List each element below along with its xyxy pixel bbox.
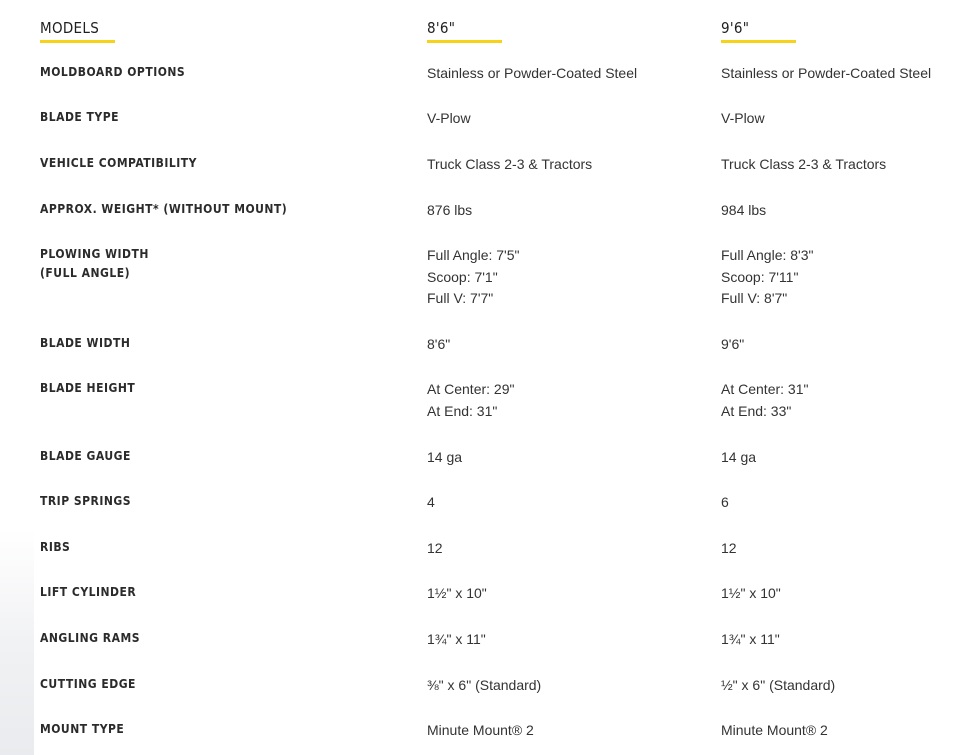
- model-header-1-underline: [427, 40, 502, 43]
- model-2-value-line: Stainless or Powder-Coated Steel: [721, 65, 932, 81]
- row-label: [40, 629, 140, 648]
- model-2-value-line: Truck Class 2-3 & Tractors: [721, 156, 887, 172]
- model-2-value: [721, 154, 886, 176]
- model-2-value: [721, 492, 729, 514]
- model-2-value-line: 1½" x 10": [721, 585, 781, 601]
- model-header-2: [721, 18, 796, 43]
- model-1-value: [427, 583, 487, 605]
- row-label-line: LIFT CYLINDER: [40, 585, 137, 599]
- row-label-line: PLOWING WIDTH: [40, 247, 149, 261]
- row-label-line: BLADE TYPE: [40, 110, 120, 124]
- row-label: [40, 334, 130, 353]
- row-label: [40, 720, 124, 739]
- models-header: [40, 18, 115, 43]
- model-1-value: [427, 108, 471, 130]
- model-2-value: [721, 583, 781, 605]
- model-2-value: [721, 334, 744, 356]
- row-label: [40, 447, 131, 466]
- model-2-value-line: 6: [721, 494, 729, 510]
- model-header-1: [427, 18, 502, 43]
- model-2-value-line: 984 lbs: [721, 202, 767, 218]
- model-header-2-label: 9'6": [721, 19, 750, 37]
- model-1-value-line: Scoop: 7'1": [427, 268, 498, 285]
- model-2-value: [721, 379, 808, 422]
- model-2-value-line: V-Plow: [721, 110, 765, 126]
- model-2-value-line: ½" x 6" (Standard): [721, 677, 836, 693]
- row-label-line: APPROX. WEIGHT* (WITHOUT MOUNT): [40, 202, 288, 216]
- model-2-value: [721, 675, 835, 697]
- model-1-value: [427, 63, 637, 85]
- models-header-label: MODELS: [40, 19, 100, 37]
- model-header-1-label: 8'6": [427, 19, 456, 37]
- model-1-value-line: 12: [427, 540, 443, 556]
- model-1-value-line: 8'6": [427, 336, 451, 352]
- row-label-line: BLADE WIDTH: [40, 336, 131, 350]
- model-2-value-line: At Center: 31": [721, 381, 809, 397]
- model-2-value: [721, 108, 765, 130]
- model-1-value: [427, 334, 450, 356]
- row-label: [40, 492, 131, 511]
- model-2-value-line: At End: 33": [721, 402, 792, 419]
- model-2-value: [721, 200, 766, 222]
- model-1-value-line: Full Angle: 7'5": [427, 247, 520, 263]
- model-1-value: [427, 538, 443, 560]
- row-label: [40, 200, 287, 219]
- row-label-line: MOLDBOARD OPTIONS: [40, 65, 186, 79]
- model-1-value: [427, 629, 486, 651]
- model-1-value-line: At Center: 29": [427, 381, 515, 397]
- row-label-line: RIBS: [40, 540, 71, 554]
- model-2-value-line: 12: [721, 540, 737, 556]
- model-1-value: [427, 154, 592, 176]
- model-2-value: [721, 245, 813, 310]
- model-1-value-line: At End: 31": [427, 402, 498, 419]
- model-1-value: [427, 492, 435, 514]
- model-2-value: [721, 720, 828, 742]
- models-header-underline: [40, 40, 115, 43]
- row-label-line: BLADE HEIGHT: [40, 381, 136, 395]
- row-label-line: BLADE GAUGE: [40, 449, 131, 463]
- model-1-value-line: 876 lbs: [427, 202, 473, 218]
- model-2-value-line: Full V: 8'7": [721, 290, 788, 306]
- model-1-value: [427, 447, 462, 469]
- model-2-value: [721, 447, 756, 469]
- row-label-line: VEHICLE COMPATIBILITY: [40, 156, 197, 170]
- model-1-value: [427, 379, 514, 422]
- row-label-line: (FULL ANGLE): [40, 266, 131, 280]
- row-label: [40, 245, 149, 283]
- model-2-value-line: 14 ga: [721, 449, 757, 465]
- model-2-value: [721, 538, 737, 560]
- model-1-value-line: 4: [427, 494, 435, 510]
- model-1-value: [427, 200, 472, 222]
- model-2-value-line: 1¾" x 11": [721, 631, 780, 647]
- model-2-value-line: 9'6": [721, 336, 745, 352]
- model-1-value-line: ⅜" x 6" (Standard): [427, 677, 542, 693]
- model-1-value-line: 14 ga: [427, 449, 463, 465]
- model-2-value: [721, 63, 931, 85]
- model-1-value-line: 1½" x 10": [427, 585, 487, 601]
- row-label-line: MOUNT TYPE: [40, 722, 125, 736]
- model-2-value-line: Minute Mount® 2: [721, 722, 828, 738]
- model-2-value-line: Full Angle: 8'3": [721, 247, 814, 263]
- model-1-value-line: 1¾" x 11": [427, 631, 486, 647]
- row-label: [40, 538, 70, 557]
- model-1-value-line: Truck Class 2-3 & Tractors: [427, 156, 593, 172]
- model-1-value-line: Minute Mount® 2: [427, 722, 534, 738]
- model-1-value: [427, 675, 541, 697]
- row-label: [40, 63, 185, 82]
- model-2-value-line: Scoop: 7'11": [721, 268, 799, 285]
- row-label-line: ANGLING RAMS: [40, 631, 140, 645]
- row-label: [40, 108, 119, 127]
- row-label: [40, 379, 135, 398]
- model-1-value-line: Full V: 7'7": [427, 290, 494, 306]
- model-1-value: [427, 245, 519, 310]
- model-header-2-underline: [721, 40, 796, 43]
- row-label: [40, 583, 136, 602]
- model-1-value: [427, 720, 534, 742]
- row-label: [40, 154, 197, 173]
- row-label-line: TRIP SPRINGS: [40, 494, 132, 508]
- row-label-line: CUTTING EDGE: [40, 677, 136, 691]
- model-1-value-line: Stainless or Powder-Coated Steel: [427, 65, 638, 81]
- table-header-row: [0, 18, 963, 44]
- model-1-value-line: V-Plow: [427, 110, 471, 126]
- row-label: [40, 675, 136, 694]
- model-2-value: [721, 629, 780, 651]
